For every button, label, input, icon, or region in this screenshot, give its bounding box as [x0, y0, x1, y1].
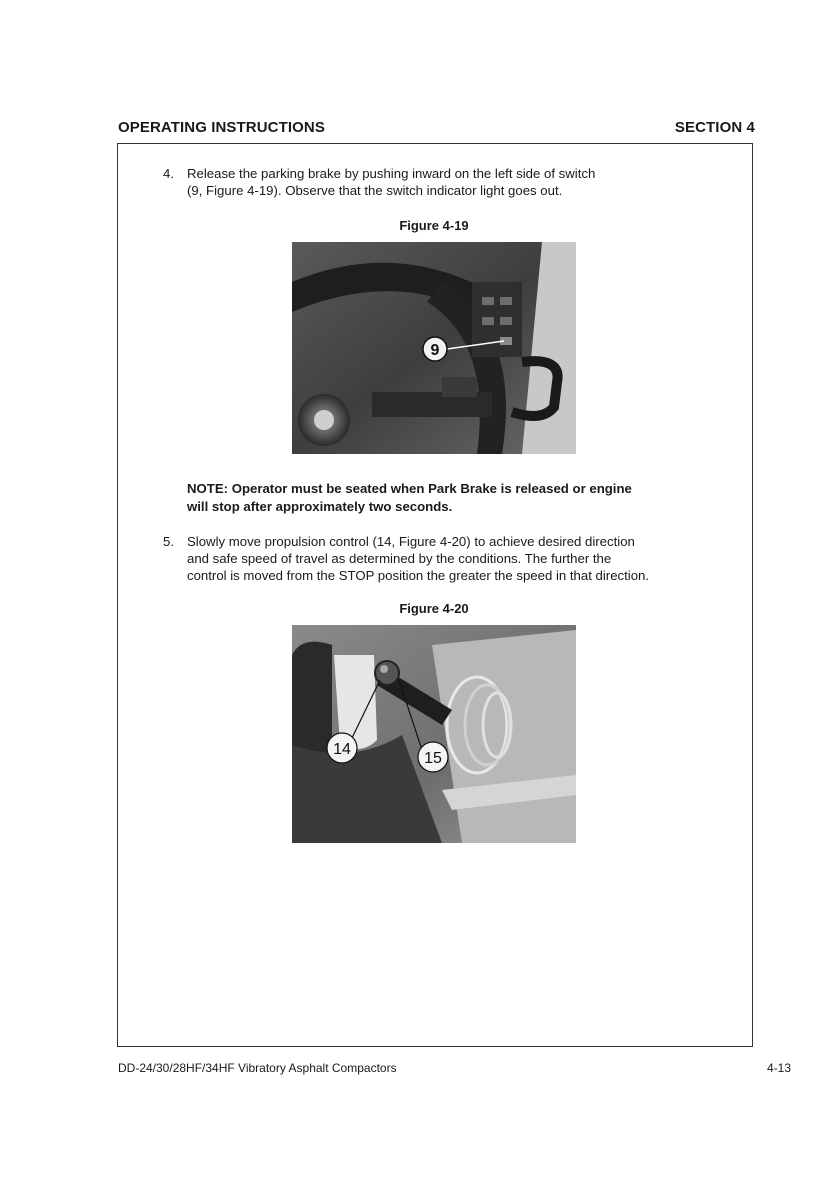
- callout-9: 9: [430, 342, 440, 359]
- callout-15: 15: [424, 750, 442, 767]
- figure-4-19-photo: [292, 242, 576, 454]
- step-line: Slowly move propulsion control (14, Figure 4-20) to achieve desired direction: [187, 534, 635, 549]
- figure-title: Figure 4-19: [399, 218, 469, 233]
- callout-14: 14: [333, 741, 351, 758]
- figure-4-20-photo: [292, 625, 576, 843]
- step-line: and safe speed of travel as determined by the conditions. The further the: [187, 551, 612, 566]
- step-number: 5.: [163, 534, 174, 549]
- section-number: SECTION 4: [674, 119, 755, 136]
- note-line: NOTE: Operator must be seated when Park Brake is released or engine: [187, 481, 632, 496]
- step-line: (9, Figure 4-19). Observe that the switch indicator light goes out.: [187, 183, 563, 198]
- note-line: will stop after approximately two seconds.: [187, 499, 453, 514]
- note: [187, 480, 685, 516]
- step-line: Release the parking brake by pushing inward on the left side of switch: [187, 166, 596, 181]
- section-title: OPERATING INSTRUCTIONS: [118, 119, 325, 136]
- figure-title: Figure 4-20: [399, 601, 469, 616]
- step-line: control is moved from the STOP position the greater the speed in that direction.: [187, 568, 650, 583]
- page-number: 4-13: [766, 1061, 791, 1075]
- document-title: DD-24/30/28HF/34HF Vibratory Asphalt Compactors: [118, 1061, 397, 1075]
- step-number: 4.: [163, 166, 174, 181]
